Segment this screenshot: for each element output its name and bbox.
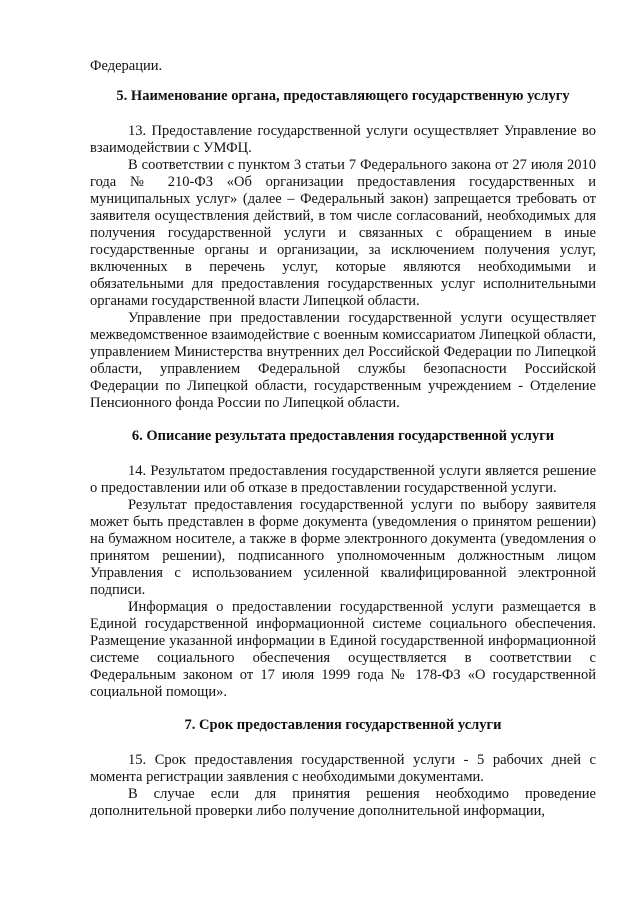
continuation-text: Федерации. — [90, 58, 163, 74]
section-5-paragraph-1: 13. Предоставление государственной услуги осуществляет Управление во взаимодействии с УМФЦ. — [90, 123, 596, 156]
section-7-paragraph-1: 15. Срок предоставления государственной услуги - 5 рабочих дней с момента регистрации заявления с необходимыми документами. — [90, 752, 596, 785]
section-7-paragraph-2: В случае если для принятия решения необходимо проведение дополнительной проверки либо получение дополнительной информации, — [90, 786, 596, 819]
section-6-paragraph-2: Результат предоставления государственной услуги по выбору заявителя может быть представлен в форме документа (уведомления о принятом решении) на бумажном носителе, а также в форме электронного документа (уведомления о принятом решении), подписанного уполномоченным должностным лицом Управления с использованием усиленной квалифицированной электронной подписи. — [90, 497, 596, 598]
section-5-paragraph-3: Управление при предоставлении государственной услуги осуществляет межведомственное взаимодействие с военным комиссариатом Липецкой области, управлением Министерства внутренних дел Российской Федерации по Липецкой области, управлением Федеральной службы безопасности Российской Федерации по Липецкой области, государственным учреждением - Отделение Пенсионного фонда России по Липецкой области. — [90, 310, 596, 411]
section-6-paragraph-3: Информация о предоставлении государственной услуги размещается в Единой государственной информационной системе социального обеспечения. Размещение указанной информации в Единой государственной информационной системе социального обеспечения осуществляется в соответствии с Федеральным законом от 17 июля 1999 года № 178-ФЗ «О государственной социальной помощи». — [90, 599, 596, 700]
section-6-heading: 6. Описание результата предоставления государственной услуги — [131, 428, 555, 444]
section-5-paragraph-2: В соответствии с пунктом 3 статьи 7 Федерального закона от 27 июля 2010 года № 210-ФЗ «Об организации предоставления государственных и муниципальных услуг» (далее – Федеральный закон) запрещается требовать от заявителя осуществления действий, в том числе согласований, необходимых для получения государственной услуги и связанных с обращением в иные государственные органы и организации, за исключением получения услуг, включенных в перечень услуг, которые являются необходимыми и обязательными для предоставления государственных услуг исполнительными органами государственной власти Липецкой области. — [90, 157, 596, 309]
section-6-paragraph-1: 14. Результатом предоставления государственной услуги является решение о предоставлении или об отказе в предоставлении государственной услуги. — [90, 463, 596, 496]
section-7-heading: 7. Срок предоставления государственной услуги — [184, 717, 502, 733]
section-5-heading: 5. Наименование органа, предоставляющего государственную услугу — [116, 88, 570, 104]
